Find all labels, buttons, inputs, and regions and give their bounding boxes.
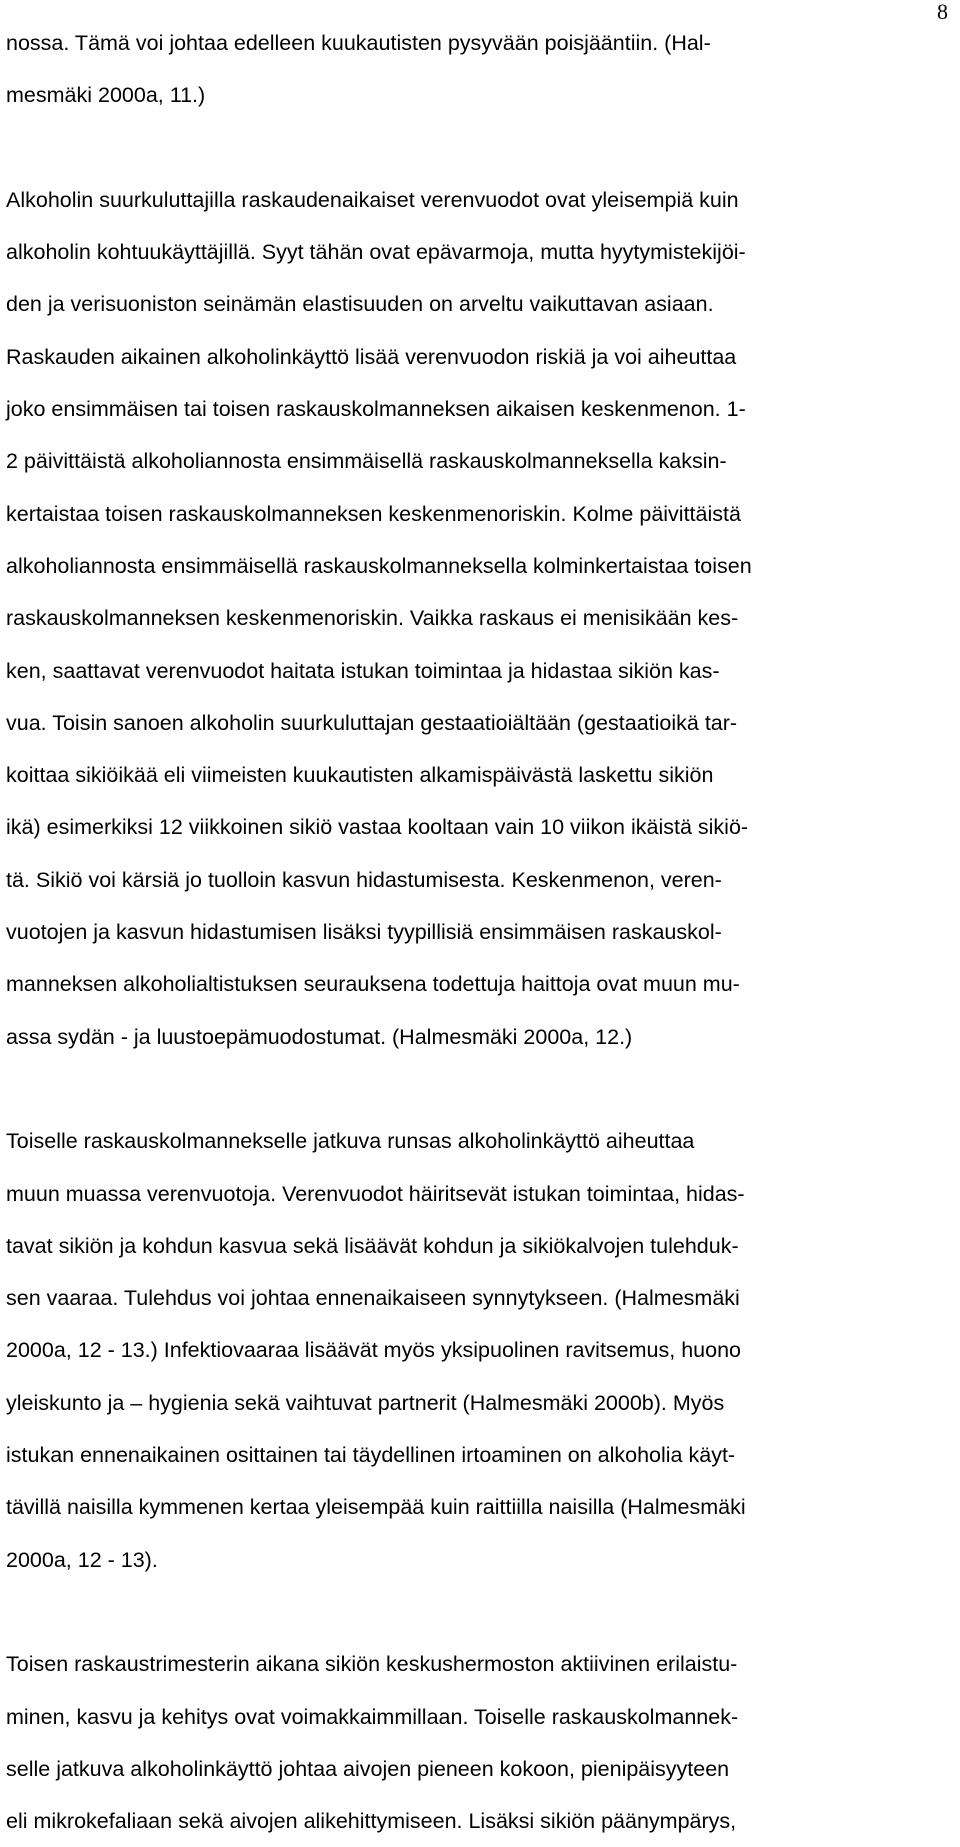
page-number: 8: [937, 0, 948, 24]
text-line: eli mikrokefaliaan sekä aivojen alikehittymiseen. Lisäksi sikiön päänympärys,: [6, 1809, 737, 1834]
text-line: alkoholin kohtuukäyttäjillä. Syyt tähän ovat epävarmoja, mutta hyytymistekijöi-: [6, 240, 746, 265]
text-line: minen, kasvu ja kehitys ovat voimakkaimmillaan. Toiselle raskauskolmannek-: [6, 1704, 739, 1729]
paragraph: [6, 174, 956, 1063]
text-line: Toiselle raskauskolmannekselle jatkuva runsas alkoholinkäyttö aiheuttaa: [6, 1129, 695, 1154]
text-line: 2000a, 12 - 13.) Infektiovaaraa lisäävät myös yksipuolinen ravitsemus, huono: [6, 1338, 741, 1363]
text-line: den ja verisuoniston seinämän elastisuuden on arveltu vaikuttavan asiaan.: [6, 292, 714, 317]
text-line: yleiskunto ja – hygienia sekä vaihtuvat partnerit (Halmesmäki 2000b). Myös: [6, 1390, 725, 1415]
text-line: vuotojen ja kasvun hidastumisen lisäksi tyypillisiä ensimmäisen raskauskol-: [6, 920, 722, 945]
text-line: 2000a, 12 - 13).: [6, 1547, 158, 1572]
document-body: [6, 17, 956, 1847]
text-line: mesmäki 2000a, 11.): [6, 83, 206, 108]
text-line: joko ensimmäisen tai toisen raskauskolmanneksen aikaisen keskenmenon. 1-: [6, 397, 746, 422]
text-line: tä. Sikiö voi kärsiä jo tuolloin kasvun hidastumisesta. Keskenmenon, veren-: [6, 867, 722, 892]
text-line: Alkoholin suurkuluttajilla raskaudenaikaiset verenvuodot ovat yleisempiä kuin: [6, 187, 739, 212]
text-line: selle jatkuva alkoholinkäyttö johtaa aivojen pieneen kokoon, pienipäisyyteen: [6, 1756, 730, 1781]
paragraph: [6, 1115, 956, 1586]
paragraph: [6, 17, 956, 122]
text-line: tavat sikiön ja kohdun kasvua sekä lisäävät kohdun ja sikiökalvojen tulehduk-: [6, 1233, 739, 1258]
text-line: 2 päivittäistä alkoholiannosta ensimmäisellä raskauskolmanneksella kaksin-: [6, 449, 727, 474]
text-line: manneksen alkoholialtistuksen seurauksena todettuja haittoja ovat muun mu-: [6, 972, 740, 997]
text-line: alkoholiannosta ensimmäisellä raskauskolmanneksella kolminkertaistaa toisen: [6, 553, 752, 578]
text-line: nossa. Tämä voi johtaa edelleen kuukautisten pysyvään poisjääntiin. (Hal-: [6, 31, 711, 55]
text-line: assa sydän - ja luustoepämuodostumat. (Halmesmäki 2000a, 12.): [6, 1024, 633, 1049]
text-line: istukan ennenaikainen osittainen tai täydellinen irtoaminen on alkoholia käyt-: [6, 1443, 736, 1468]
text-line: tävillä naisilla kymmenen kertaa yleisempää kuin raittiilla naisilla (Halmesmäki: [6, 1495, 746, 1520]
text-line: muun muassa verenvuotoja. Verenvuodot häiritsevät istukan toimintaa, hidas-: [6, 1181, 745, 1206]
text-line: ken, saattavat verenvuodot haitata istukan toimintaa ja hidastaa sikiön kas-: [6, 658, 720, 683]
text-line: vua. Toisin sanoen alkoholin suurkuluttajan gestaatioiältään (gestaatioikä tar-: [6, 710, 738, 735]
text-line: sen vaaraa. Tulehdus voi johtaa ennenaikaiseen synnytykseen. (Halmesmäki: [6, 1286, 740, 1311]
paragraph: [6, 1638, 956, 1847]
text-line: Toisen raskaustrimesterin aikana sikiön keskushermoston aktiivinen erilaistu-: [6, 1652, 738, 1677]
text-line: ikä) esimerkiksi 12 viikkoinen sikiö vastaa kooltaan vain 10 viikon ikäistä sikiö-: [6, 815, 749, 840]
text-line: koittaa sikiöikää eli viimeisten kuukautisten alkamispäivästä laskettu sikiön: [6, 763, 714, 788]
text-line: Raskauden aikainen alkoholinkäyttö lisää verenvuodon riskiä ja voi aiheuttaa: [6, 344, 737, 369]
text-line: kertaistaa toisen raskauskolmanneksen keskenmenoriskin. Kolme päivittäistä: [6, 501, 741, 526]
text-line: raskauskolmanneksen keskenmenoriskin. Vaikka raskaus ei menisikään kes-: [6, 606, 739, 631]
